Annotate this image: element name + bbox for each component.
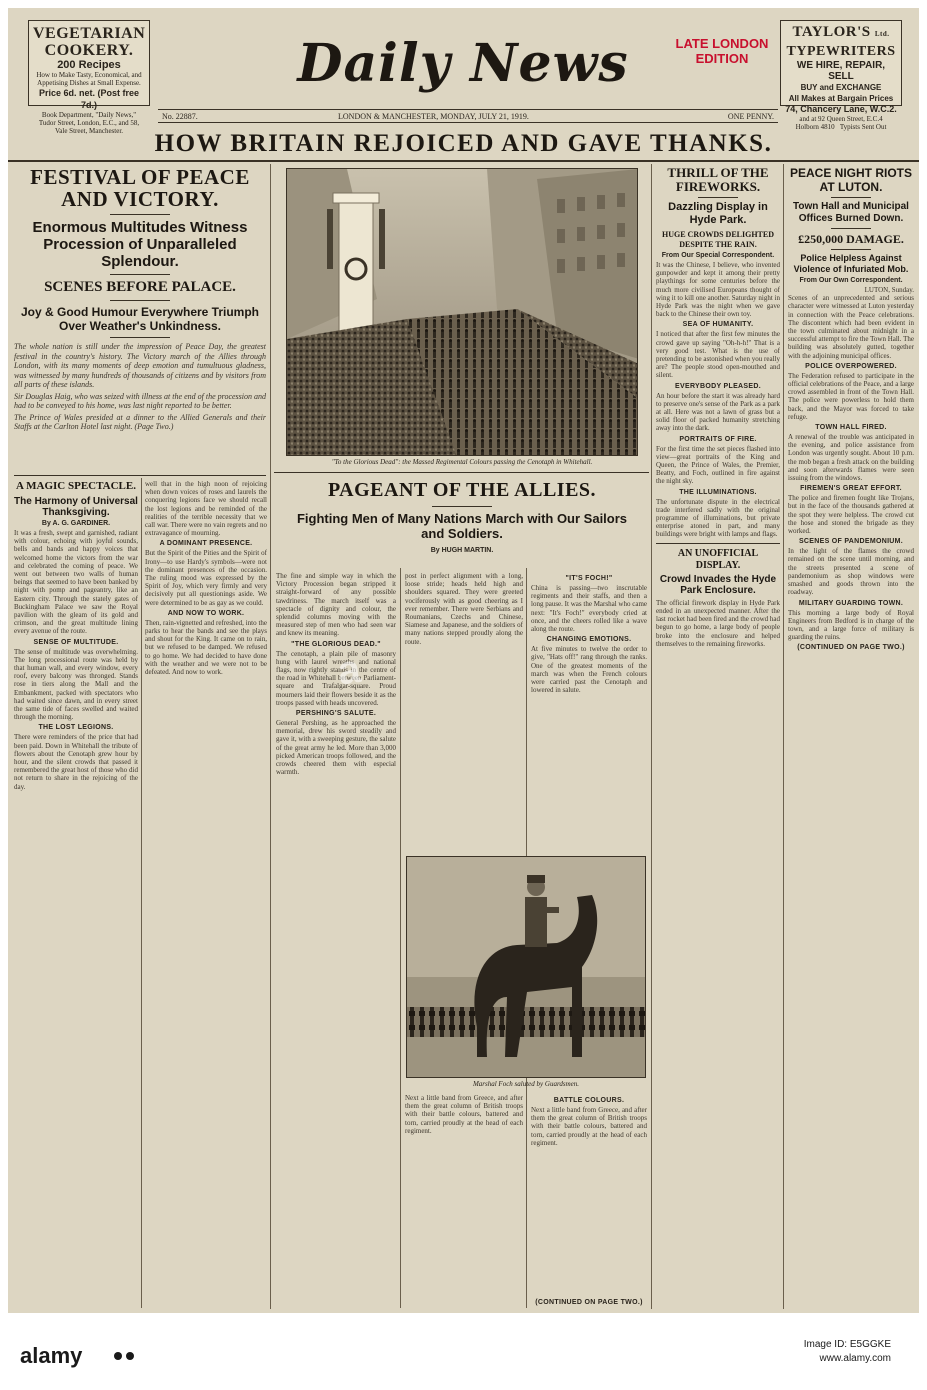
pageant-body-2: The cenotaph, a plain pile of masonry hung with laurel wreaths and national flags, now rightly stands in the centre of the road in Whitehall between Parliament-square and Trafalgar-square. Proud mourners laid their flowers beside it as the troops passed with heads uncovered. bbox=[276, 649, 396, 707]
fireworks-subhead-4: THE ILLUMINATIONS. bbox=[679, 488, 757, 496]
luton-body-3: A renewal of the trouble was anticipated in the evening, and police assistance from London was urgently sought. About 10 p.m. the mob began a fresh attack on the building and soon afterwards flames were seen issuing from the windows. bbox=[788, 433, 914, 483]
lead-intro-2: Sir Douglas Haig, who was seized with illness at the end of the procession and had to be conveyed to his home, was last night reported to be better. bbox=[14, 391, 266, 410]
continuation-subhead-2: AND NOW TO WORK. bbox=[167, 609, 245, 617]
luton-rule-2 bbox=[831, 228, 871, 229]
pageant-subheadline: Fighting Men of Many Nations March with Our Sailors and Soldiers. bbox=[296, 511, 628, 541]
advert-supplies: Typists Sent Out bbox=[839, 123, 887, 131]
continuation-body-2: But the Spirit of the Pities and the Spirit of Irony—to use Hardy's symbols—were not the dominant presences of the occasion. The ruling mood was expressed by the Spirit of Joy, which very firmly and very decisively put all questionings aside. We were determined to be as gay as we could. bbox=[145, 549, 267, 607]
magic-byline: By A. G. GARDINER. bbox=[41, 520, 111, 527]
image-id-block bbox=[804, 1338, 891, 1366]
luton-subhead-4: SCENES OF PANDEMONIUM. bbox=[798, 538, 904, 546]
luton-body-6: This morning a large body of Royal Engineers from Bedford is in charge of the town, and a large force of military is guarding the ruins. bbox=[788, 608, 914, 642]
magic-subhead-1: SENSE OF MULTITUDE. bbox=[33, 638, 119, 646]
lead-rule-2 bbox=[110, 274, 170, 275]
fireworks-body: It was the Chinese, I believe, who invented gunpowder and kept it among their pretty playthings for some centuries before the much more civilised Europeans thought of wing it to kill one another. Saturday night in Hyde Park was the night when we gave back to the Chinese their own toy. bbox=[656, 261, 780, 319]
advert-bargain: All Makes at Bargain Prices bbox=[788, 94, 894, 103]
advert-brand bbox=[784, 24, 898, 43]
luton-body-5: In the light of the flames the crowd remained on the scene until morning, and the streets presented a scene of pandemonium as shop windows were smashed and goods thrown into the roadway. bbox=[788, 547, 914, 597]
issue-number: No. 22887. bbox=[162, 112, 198, 121]
advert-description: How to Make Tasty, Economical, and Appetising Dishes at Small Expense. bbox=[36, 71, 142, 87]
price: ONE PENNY. bbox=[727, 112, 774, 121]
pageant-column-5 bbox=[531, 1094, 647, 1308]
taylors-typewriters-advert bbox=[780, 20, 902, 131]
magic-body-3: There were reminders of the price that had been paid. Down in Whitehall the tribute of flowers about the Cenotaph grew hour by hour, and the silent crowds that passed it remembered the great host of those who did not return to share in the rejoicing of the day. bbox=[14, 733, 138, 791]
magic-body-2: The sense of multitude was overwhelming. The long processional route was held by that human wall, and every window, every roof, every balcony was thronged. Stands rose in tiers along the Mall and the Embankment, packed with spectators who had waited since dawn, and in every street the same tide of faces swelled and waited through the morning. bbox=[14, 647, 138, 722]
cenotaph-photo-image bbox=[287, 169, 638, 456]
advert-brand-ltd: Ltd. bbox=[874, 30, 890, 38]
lead-strapline: Joy & Good Humour Everywhere Triumph Over Weather's Unkindness. bbox=[20, 305, 260, 333]
fireworks-body-4: For the first time the set pieces flashed into view—great portraits of the King and Queen, the Prince of Wales, the Premier, Beatty, and Foch, outlined in fire against the night sky. bbox=[656, 444, 780, 486]
stamp-line-2: EDITION bbox=[695, 51, 749, 66]
fireworks-body-6: The official firework display in Hyde Park ended in an unexpected manner. After the last rocket had been fired and the crowd had begun to go home, a large body of people broke into the enclosure and helped themselves to the remaining fireworks. bbox=[656, 598, 780, 648]
pageant-subhead-3: "IT'S FOCH!" bbox=[565, 575, 613, 582]
advert-buy: BUY and bbox=[800, 83, 834, 92]
pageant-column-4 bbox=[405, 1094, 523, 1294]
fireworks-subhead-1: SEA OF HUMANITY. bbox=[682, 321, 754, 329]
image-id: Image ID: E5GGKE bbox=[803, 1339, 891, 1350]
unofficial-display-subheadline: Crowd Invades the Hyde Park Enclosure. bbox=[659, 573, 777, 596]
fireworks-byline: From Our Special Correspondent. bbox=[661, 252, 775, 259]
pageant-column-2 bbox=[405, 572, 523, 807]
fireworks-subheadline: Dazzling Display in Hyde Park. bbox=[668, 201, 768, 226]
alamy-logo-mark-icon bbox=[112, 1350, 152, 1362]
advert-hire: WE HIRE, bbox=[796, 60, 843, 71]
luton-strapline: Police Helpless Against Violence of Infuriated Mob. bbox=[793, 253, 909, 274]
pageant-col2b-body: China is passing—two inscrutable regiments and their staffs, and then a long pause. It was the Marshal who came next: "It's Foch!" everybody cried at once, and the cheers rolled like a wave along the route. bbox=[531, 584, 647, 634]
fireworks-body-5: The unfortunate dispute in the electrical trade interfered sadly with the original programme of illuminations, but private enterprise atoned in part, and many buildings were bright with lamps and flags. bbox=[656, 497, 780, 539]
cenotaph-photo bbox=[286, 168, 638, 456]
luton-subhead-1: POLICE OVERPOWERED. bbox=[805, 362, 897, 370]
lead-intro-1: The whole nation is still under the impression of Peace Day, the greatest festival in the country's history. The Victory march of the Allies through London, with its many moments of deep emotion and tumultuous gladness, was witnessed by many hundreds of thousands of citizens and by visitors from all parts of these islands. bbox=[14, 342, 266, 389]
lead-intro-3: The Prince of Wales presided at a dinner to the Allied Generals and their Staffs at the Carlton Hotel last night. (Page Two.) bbox=[14, 412, 266, 431]
pageant-header bbox=[276, 478, 648, 568]
advert-address: Tudor Street, London, E.C., and 58, Vale Street, Manchester. bbox=[38, 119, 140, 135]
magic-subheadline: The Harmony of Universal Thanksgiving. bbox=[14, 496, 138, 518]
fireworks-body-2: I noticed that after the first few minutes the crowd gave up saying "Oh-h-h!" That is a very good test. What is the use of pretending to be astonished when you really are? The people stood open-mouthed and silent. bbox=[656, 330, 780, 380]
advert-services bbox=[784, 60, 898, 82]
pageant-byline: By HUGH MARTIN. bbox=[430, 547, 494, 554]
luton-rule-1 bbox=[831, 197, 871, 198]
luton-byline: From Our Own Correspondent. bbox=[799, 277, 903, 284]
lead-rule-3 bbox=[110, 300, 170, 301]
unofficial-display-headline: AN UNOFFICIAL DISPLAY. bbox=[677, 547, 759, 571]
photo1-bottom-rule bbox=[274, 472, 649, 473]
fireworks-column bbox=[656, 166, 780, 1308]
advert-address-1: 74, Chancery Lane, W.C.2. bbox=[785, 104, 897, 114]
alamy-url: www.alamy.com bbox=[819, 1353, 891, 1364]
dateline-bar bbox=[158, 109, 778, 123]
pageant-subhead-5: BATTLE COLOURS. bbox=[553, 1097, 625, 1104]
lead-headline: FESTIVAL OF PEACE AND VICTORY. bbox=[30, 166, 250, 211]
pageant-subhead-1: "THE GLORIOUS DEAD." bbox=[291, 640, 381, 648]
stamp-line-1: LATE LONDON bbox=[675, 36, 769, 51]
foch-photo-image bbox=[407, 857, 646, 1078]
advert-department: Book Department, "Daily News," bbox=[41, 111, 137, 119]
fireworks-body-3: An hour before the start it was already hard to preserve one's sense of the Park as a park at all. Here was not a lawn of grass but a solid floor of packed humanity stretching away into the dark. bbox=[656, 391, 780, 433]
foch-photo bbox=[406, 856, 646, 1078]
advert-price: Price 6d. net. (Post free 7d.) bbox=[38, 88, 140, 110]
luton-continued: (CONTINUED ON PAGE TWO.) bbox=[797, 644, 905, 652]
luton-damage: £250,000 DAMAGE. bbox=[798, 232, 904, 246]
advert-address-2: and at 92 Queen Street, E.C.4 bbox=[799, 115, 883, 123]
luton-rule-3 bbox=[831, 249, 871, 250]
fireworks-rule-1 bbox=[698, 197, 738, 198]
stock-watermark: a bbox=[334, 646, 366, 694]
magic-subhead-2: THE LOST LEGIONS. bbox=[38, 724, 114, 732]
luton-body: Scenes of an unprecedented and serious character were witnessed at Luton yesterday in connection with the Peace celebrations. The discontent which had been evident in the town culminated about midnight in a successful attempt to fire the Town Hall. The building was absolutely gutted, together with the adjoining municipal offices. bbox=[788, 294, 914, 360]
fireworks-headline: THRILL OF THE FIREWORKS. bbox=[667, 166, 769, 194]
advert-title: VEGETARIAN COOKERY. bbox=[33, 25, 146, 59]
continuation-body: well that in the high noon of rejoicing when down voices of roses and laurels the conquering legions face we should recall the lost legions and be reminded of the realities of the terrible necessity that we call war. There were no vain regrets and no extravagance of mourning. bbox=[145, 480, 267, 538]
fireworks-subhead-3: PORTRAITS OF FIRE. bbox=[679, 435, 757, 443]
pageant-col2d-body: Next a little band from Greece, and after them the great column of British troops with their battle colours, battered and torn, carried proudly at the head of each regiment. bbox=[405, 1094, 523, 1135]
lead-story bbox=[14, 166, 266, 472]
continuation-subhead-1: A DOMINANT PRESENCE. bbox=[159, 540, 253, 548]
pageant-col2-body: post in perfect alignment with a long, loose stride; heads held high and shoulders squared. They were greeted vociferously with as good cheering as I ever remember. There were Serbians and Roumanians, Czechs and Chinese, Siamese and Japanese, and the soldiers of many nations stepped proudly along the route. bbox=[405, 572, 523, 646]
magic-continuation-column bbox=[145, 480, 267, 1308]
magic-body: It was a fresh, swept and garnished, radiant with colour, echoing with joyful sounds, bells and bands and happy voices that welcomed home the victors from the war and celebrated the coming of peace. We went out between two walls of human beings that seemed to have been banked by night with pomp and pageantry, like an Eastern city. Through the stately gates of Buckingham Palace we saw the Royal pavilion with the gleam of its gold and crimson, and the great multitude lining every avenue of the route. bbox=[14, 529, 138, 636]
pageant-column-3 bbox=[531, 572, 647, 852]
fireworks-deck: HUGE CROWDS DELIGHTED DESPITE THE RAIN. bbox=[661, 230, 775, 249]
cenotaph-photo-caption: "To the Glorious Dead": the Massed Regimental Colours passing the Cenotaph in Whitehall. bbox=[331, 458, 593, 466]
luton-body-4: The police and firemen fought like Trojans, but in the face of the thousands gathered at the spot they were helpless. The crowd cut the hose and stoned the brigade as they worked. bbox=[788, 494, 914, 536]
pageant-body: The fine and simple way in which the Victory Procession began stripped it straight-forward of any possible tawdriness. The march itself was a spectacle of dignity and colour, the splendid columns moving with the measured step of men who had seen war and knew its meaning. bbox=[276, 572, 396, 638]
foch-photo-caption: Marshal Foch saluted by Guardsmen. bbox=[472, 1080, 580, 1088]
banner-rule bbox=[8, 160, 919, 162]
pageant-col5-body: Next a little band from Greece, and after them the great column of British troops with their battle colours, battered and torn, carried proudly at the head of each regiment. bbox=[531, 1106, 647, 1147]
magic-headline: A MAGIC SPECTACLE. bbox=[16, 480, 136, 492]
lead-rule-1 bbox=[110, 214, 170, 215]
lead-subheadline: Enormous Multitudes Witness Procession of Unparalleled Splendour. bbox=[32, 219, 248, 270]
pageant-col2c-body: At five minutes to twelve the order to give, "Hats off!" rang through the ranks. One of the greatest moments of the march was when the French colours were carried past the Cenotaph and lowered in salute. bbox=[531, 645, 647, 695]
alamy-logo: alamy bbox=[20, 1343, 83, 1368]
luton-subhead-2: TOWN HALL FIRED. bbox=[815, 424, 887, 432]
lead-rule-4 bbox=[110, 337, 170, 338]
advert-recipes: 200 Recipes bbox=[57, 59, 121, 71]
banner-headline: HOW BRITAIN REJOICED AND GAVE THANKS. bbox=[154, 130, 773, 157]
luton-dateline: LUTON, Sunday. bbox=[864, 286, 914, 294]
magic-spectacle-column bbox=[14, 480, 138, 1308]
fireworks-subhead-2: EVERYBODY PLEASED. bbox=[675, 382, 761, 390]
vegetarian-cookery-advert bbox=[28, 20, 150, 135]
luton-body-2: The Federation refused to participate in the official celebrations of the Peace, and a large crowd assembled in front of the Town Hall. The police were powerless to hold them back, and the Mayor was forced to take refuge. bbox=[788, 371, 914, 421]
column-rule-5 bbox=[400, 568, 401, 1308]
pageant-continued: (CONTINUED ON PAGE TWO.) bbox=[535, 1299, 643, 1306]
pageant-column-1 bbox=[276, 572, 396, 1307]
lead-bottom-rule bbox=[14, 475, 266, 476]
advert-exchange: EXCHANGE bbox=[836, 83, 882, 92]
luton-headline: PEACE NIGHT RIOTS AT LUTON. bbox=[789, 166, 912, 194]
luton-subhead-5: MILITARY GUARDING TOWN. bbox=[798, 599, 904, 607]
advert-phone: Holborn 4810 bbox=[795, 123, 835, 131]
fireworks-rule-2 bbox=[656, 543, 780, 544]
masthead-title: Daily News bbox=[297, 33, 629, 94]
pageant-body-3: General Pershing, as he approached the memorial, drew his sword steadily and gave it, with a sweeping gesture, the salute of the great army he led. More than 3,000 picked American troops followed, and the crowds cheered them with especial warmth. bbox=[276, 719, 396, 777]
continuation-body-3: Then, rain-vignetted and refreshed, into the parks to hear the bands and see the plays and shout for the King. It came on to rain, but we refused to be damped. We refused to go home. We had decided to have done with the weather and we were not to be defeated. And now to work. bbox=[145, 618, 267, 677]
place-and-date: LONDON & MANCHESTER, MONDAY, JULY 21, 1919. bbox=[338, 112, 529, 121]
pageant-subhead-4: CHANGING EMOTIONS. bbox=[546, 636, 632, 644]
column-rule-1 bbox=[270, 164, 271, 1309]
luton-riots-column bbox=[788, 166, 914, 1308]
newspaper-page bbox=[8, 8, 919, 1313]
advert-buy-exchange bbox=[784, 82, 898, 93]
pageant-rule bbox=[432, 506, 492, 507]
advert-brand-name: TAYLOR'S bbox=[792, 24, 871, 40]
luton-subheadline: Town Hall and Municipal Offices Burned Down. bbox=[793, 201, 909, 224]
column-rule-2 bbox=[651, 164, 652, 1309]
advert-product: TYPEWRITERS bbox=[786, 44, 896, 59]
column-rule-4 bbox=[141, 478, 142, 1308]
late-edition-stamp bbox=[666, 36, 778, 66]
luton-subhead-3: FIREMEN'S GREAT EFFORT. bbox=[800, 485, 902, 493]
lead-deck: SCENES BEFORE PALACE. bbox=[44, 279, 236, 295]
column-rule-3 bbox=[783, 164, 784, 1309]
pageant-headline: PAGEANT OF THE ALLIES. bbox=[327, 479, 597, 501]
pageant-subhead-2: PERSHING'S SALUTE. bbox=[295, 710, 377, 718]
advert-repair: REPAIR, SELL bbox=[828, 60, 886, 82]
